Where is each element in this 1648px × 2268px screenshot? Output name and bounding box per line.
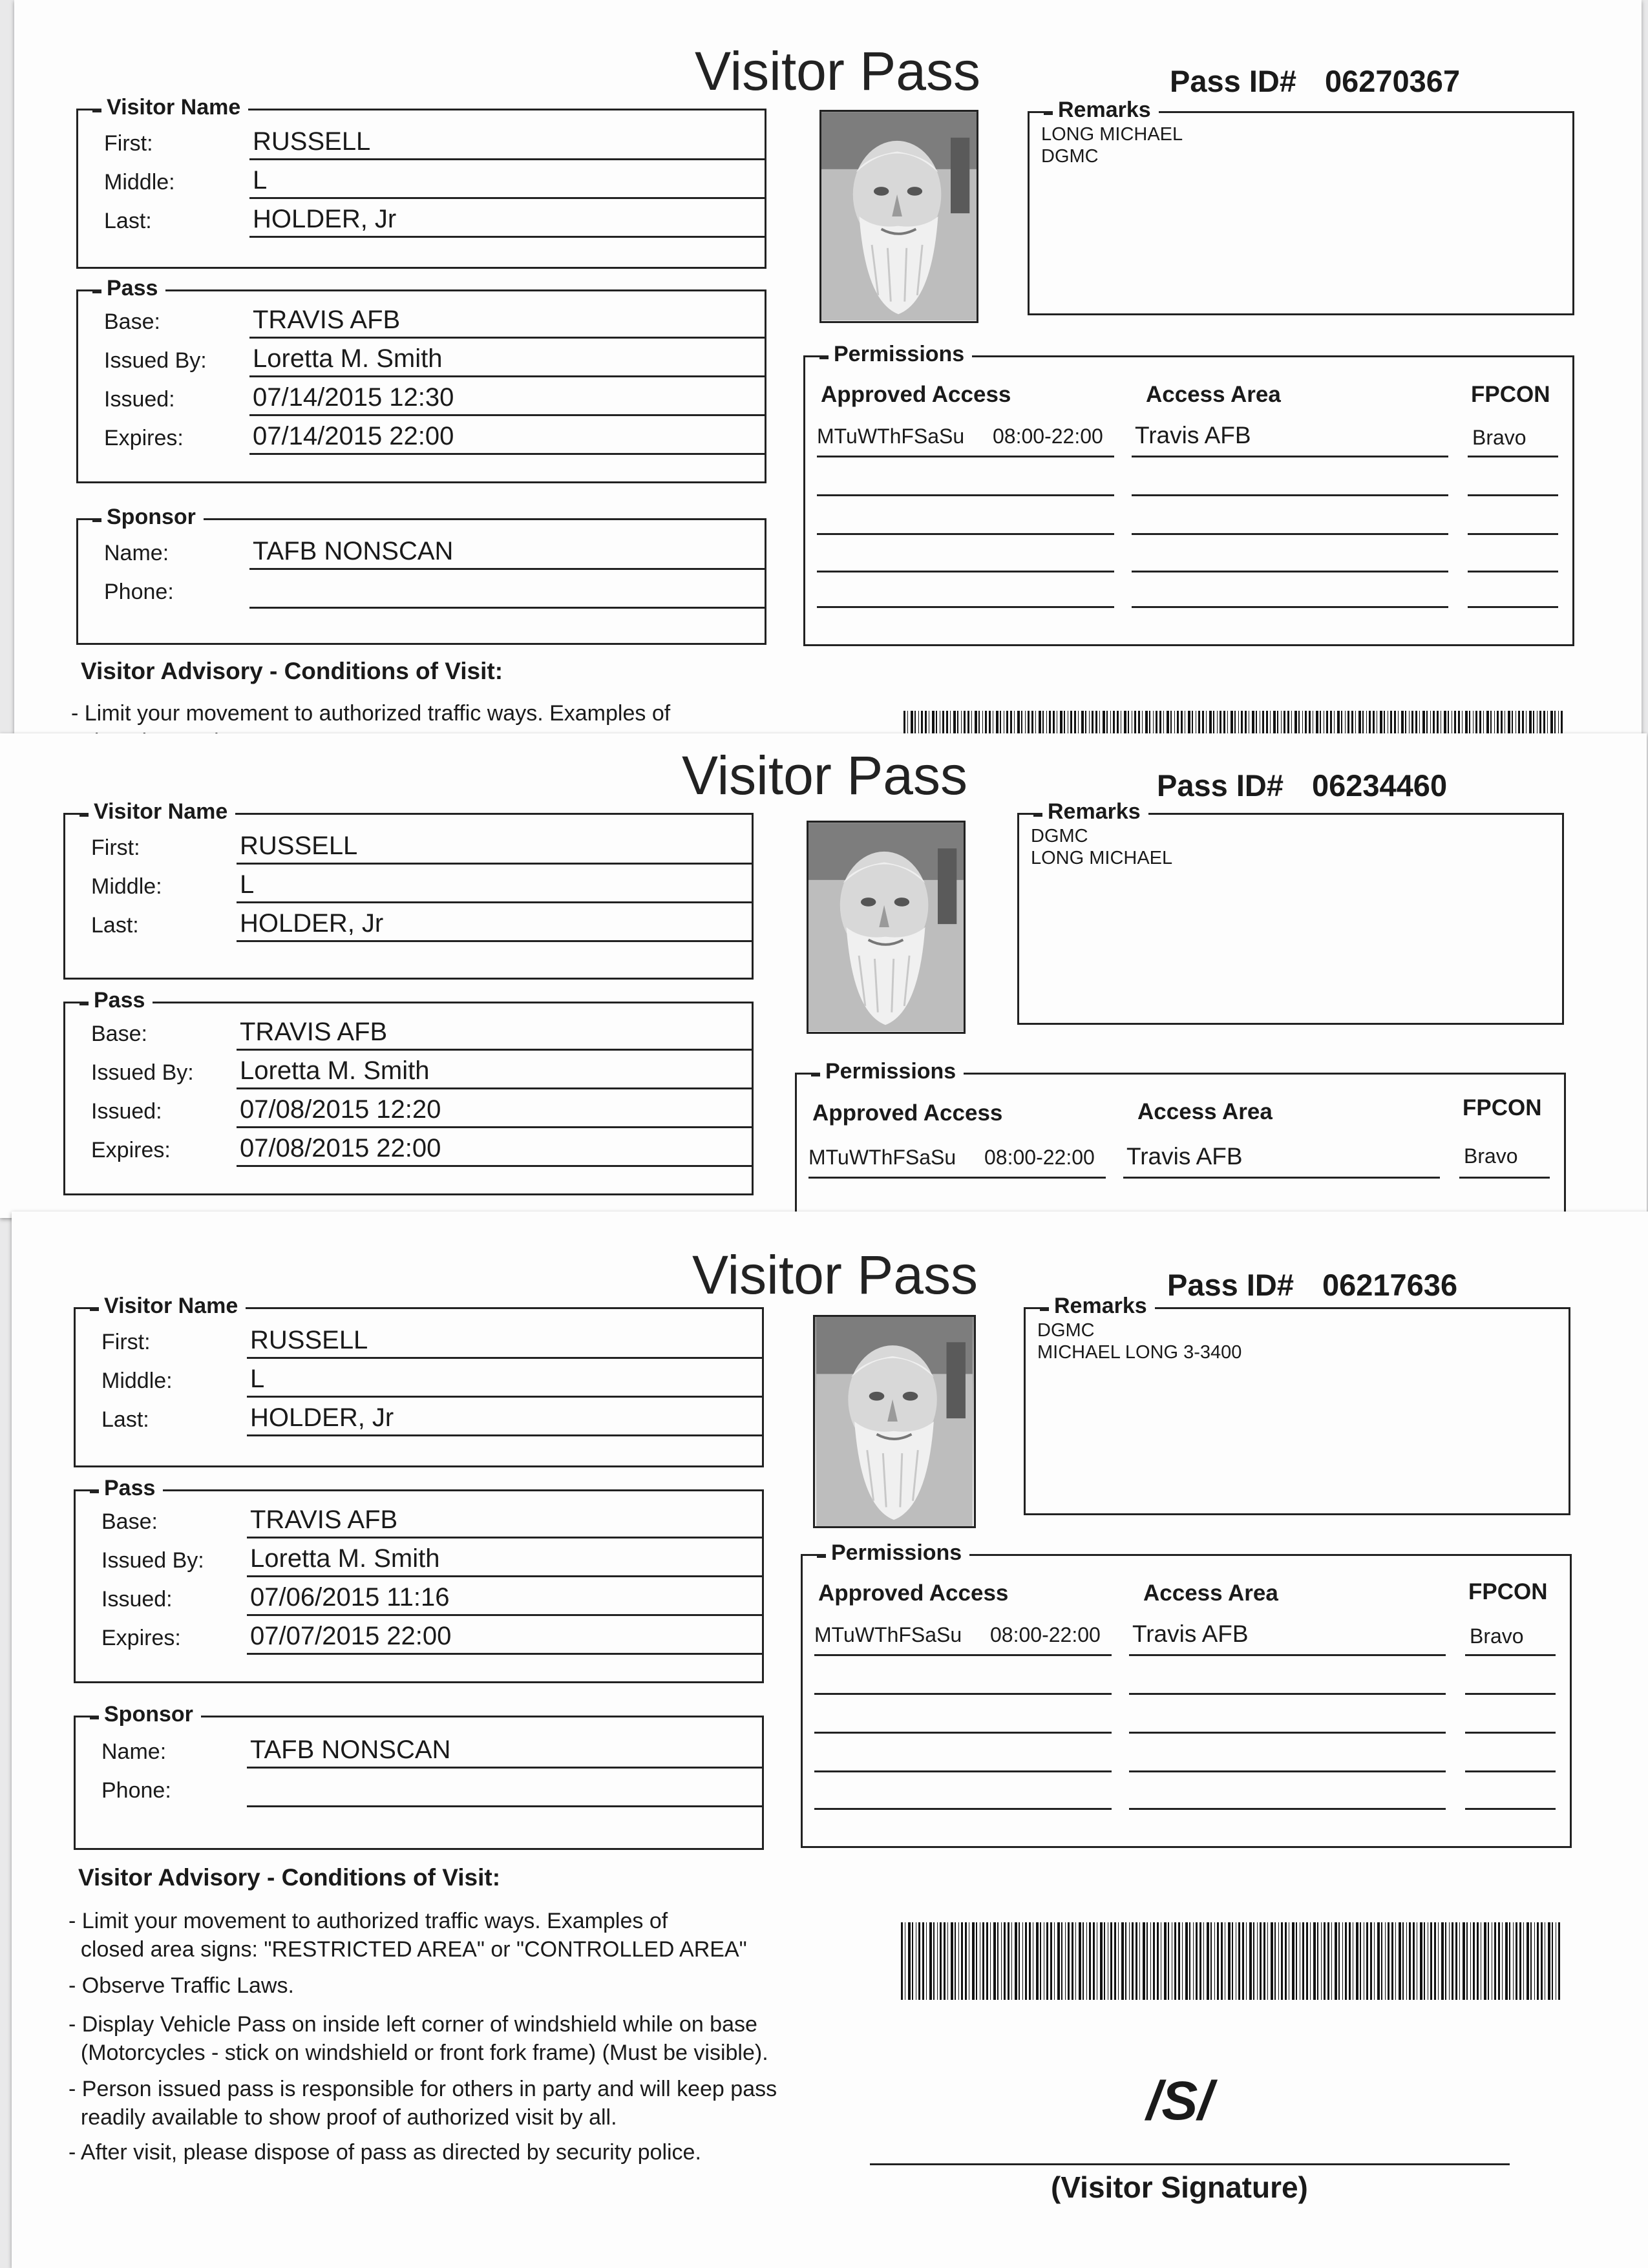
pass-id-number: 06270367 [1324, 64, 1461, 98]
advisory-item: - Person issued pass is responsible for others in party and will keep pass readily available to show proof of authorized visit by all. [69, 2077, 777, 2130]
advisory-item: - Limit your movement to authorized traffic ways. Examples of closed area signs: "RESTRICTED AREA" or "CONTROLLED AREA" [69, 1909, 747, 1962]
barcode [901, 1922, 1560, 2000]
first-name-value: RUSSELL [240, 832, 358, 860]
remarks-section [1017, 799, 1564, 1025]
portrait-image [808, 823, 964, 1032]
fpcon-header: FPCON [1468, 1579, 1548, 1604]
pass-id-label: Pass ID# [1170, 64, 1296, 98]
visitor-name-section [63, 799, 754, 980]
pass-id [1167, 1267, 1457, 1303]
last-name-label: Last: [104, 209, 152, 233]
expires-row [101, 1617, 788, 1654]
field-line [247, 1767, 764, 1769]
table-line [814, 1654, 1112, 1656]
base-row [101, 1500, 788, 1538]
field-line [237, 1126, 754, 1128]
last-name-row [101, 1398, 788, 1436]
field-line [249, 453, 766, 455]
access-area-header: Access Area [1143, 1580, 1278, 1606]
table-line [1468, 494, 1558, 496]
base-value: TRAVIS AFB [250, 1506, 398, 1534]
issued-row [101, 1578, 788, 1615]
table-line [817, 456, 1114, 457]
table-line [808, 1177, 1106, 1179]
expires-value: 07/14/2015 22:00 [253, 422, 454, 450]
visitor-photo [807, 821, 966, 1034]
permissions-section [803, 342, 1574, 646]
table-line [817, 571, 1114, 572]
base-value: TRAVIS AFB [253, 306, 401, 334]
sponsor-phone-row [101, 1769, 788, 1807]
field-line [247, 1575, 764, 1577]
base-row [104, 300, 790, 338]
pass-id [1157, 768, 1447, 803]
pass-legend: Pass [89, 988, 153, 1013]
permissions-section [795, 1059, 1566, 1218]
issued-value: 07/08/2015 12:20 [240, 1095, 441, 1124]
expires-label: Expires: [104, 426, 184, 450]
permission-fpcon: Bravo [1472, 426, 1527, 449]
last-name-value: HOLDER, Jr [253, 205, 397, 233]
base-row [91, 1013, 777, 1050]
field-line [249, 607, 766, 609]
field-line [237, 1165, 754, 1167]
table-line [817, 533, 1114, 535]
sponsor-legend: Sponsor [101, 505, 204, 530]
field-line [249, 158, 766, 160]
permission-area: Travis AFB [1132, 1621, 1249, 1647]
issued-by-label: Issued By: [101, 1548, 204, 1573]
first-name-label: First: [101, 1330, 151, 1354]
table-line [1465, 1693, 1556, 1695]
fpcon-header: FPCON [1471, 382, 1550, 407]
visitor-pass-sheet-2 [0, 733, 1647, 1218]
visitor-photo [819, 110, 978, 323]
last-name-value: HOLDER, Jr [240, 909, 384, 938]
last-name-label: Last: [91, 913, 139, 938]
middle-name-value: L [253, 166, 268, 194]
field-line [249, 375, 766, 377]
field-line [249, 337, 766, 339]
field-line [237, 1087, 754, 1089]
permission-fpcon: Bravo [1464, 1144, 1518, 1168]
field-line [247, 1396, 764, 1398]
table-line [1129, 1732, 1446, 1734]
table-line [1132, 606, 1448, 608]
table-line [1129, 1654, 1446, 1656]
last-name-row [104, 200, 790, 237]
middle-name-row [104, 161, 790, 198]
field-line [247, 1653, 764, 1655]
pass-id-number: 06234460 [1311, 768, 1448, 803]
issued-row [104, 378, 790, 415]
field-line [247, 1357, 764, 1359]
advisory-item: - Limit your movement to authorized traffic ways. Examples of [71, 701, 671, 726]
advisory-item: - Display Vehicle Pass on inside left corner of windshield while on base (Motorcycles - stick on windshield or front fork frame) (Must be visible). [69, 2012, 768, 2065]
table-line [1129, 1808, 1446, 1810]
issued-value: 07/06/2015 11:16 [250, 1583, 450, 1612]
visitor-name-legend: Visitor Name [99, 1294, 246, 1319]
sponsor-name-row [101, 1730, 788, 1768]
base-label: Base: [104, 310, 160, 334]
table-line [1465, 1654, 1556, 1656]
table-line [1468, 606, 1558, 608]
issued-by-label: Issued By: [91, 1060, 194, 1085]
expires-label: Expires: [91, 1138, 171, 1162]
fpcon-header: FPCON [1463, 1095, 1542, 1120]
approved-access-header: Approved Access [812, 1100, 1003, 1126]
access-area-header: Access Area [1146, 382, 1281, 407]
permission-hours: 08:00-22:00 [993, 425, 1103, 448]
page-title: Visitor Pass [682, 745, 967, 806]
first-name-row [101, 1321, 788, 1358]
base-label: Base: [91, 1022, 147, 1046]
visitor-pass-sheet-1 [14, 0, 1642, 750]
sponsor-section [74, 1702, 764, 1850]
remarks-text: LONG MICHAEL DGMC [1041, 124, 1183, 167]
sponsor-name-label: Name: [101, 1739, 167, 1764]
table-line [1132, 533, 1448, 535]
portrait-image [821, 112, 977, 321]
issued-value: 07/14/2015 12:30 [253, 383, 454, 412]
pass-section [74, 1476, 764, 1683]
page-title: Visitor Pass [692, 1244, 978, 1305]
middle-name-label: Middle: [104, 170, 175, 194]
field-line [249, 236, 766, 238]
field-line [247, 1434, 764, 1436]
sponsor-phone-label: Phone: [104, 580, 174, 604]
permission-hours: 08:00-22:00 [984, 1146, 1095, 1169]
middle-name-label: Middle: [101, 1369, 173, 1393]
pass-legend: Pass [99, 1476, 163, 1501]
last-name-label: Last: [101, 1407, 149, 1432]
sponsor-legend: Sponsor [99, 1702, 201, 1727]
expires-row [104, 417, 790, 454]
table-line [1465, 1732, 1556, 1734]
issued-by-value: Loretta M. Smith [250, 1544, 440, 1573]
signature-label: (Visitor Signature) [1051, 2170, 1308, 2204]
middle-name-value: L [240, 870, 255, 899]
sponsor-phone-row [104, 571, 790, 608]
table-line [814, 1808, 1112, 1810]
approved-access-header: Approved Access [821, 382, 1011, 407]
field-line [237, 1049, 754, 1051]
visitor-pass-sheet-3 [12, 1212, 1648, 2268]
last-name-value: HOLDER, Jr [250, 1403, 394, 1432]
permission-days: MTuWThFSaSu [814, 1623, 962, 1646]
table-line [1468, 533, 1558, 535]
remarks-text: DGMC MICHAEL LONG 3-3400 [1037, 1320, 1242, 1363]
issued-by-row [104, 339, 790, 377]
remarks-text: DGMC LONG MICHAEL [1031, 826, 1173, 868]
advisory-title: Visitor Advisory - Conditions of Visit: [78, 1864, 501, 1891]
middle-name-row [101, 1360, 788, 1397]
field-line [247, 1537, 764, 1538]
visitor-photo [813, 1315, 976, 1528]
pass-section [63, 988, 754, 1195]
table-line [1465, 1808, 1556, 1810]
base-value: TRAVIS AFB [240, 1018, 388, 1046]
permission-fpcon: Bravo [1470, 1624, 1524, 1648]
first-name-label: First: [91, 835, 140, 860]
access-area-header: Access Area [1137, 1099, 1273, 1124]
remarks-legend: Remarks [1042, 799, 1148, 824]
sponsor-section [76, 505, 766, 645]
table-line [817, 606, 1114, 608]
issued-label: Issued: [101, 1587, 173, 1612]
field-line [237, 901, 754, 903]
first-name-row [104, 122, 790, 160]
sponsor-name-value: TAFB NONSCAN [250, 1736, 451, 1764]
sponsor-name-row [104, 532, 790, 569]
permissions-legend: Permissions [820, 1059, 964, 1084]
visitor-name-section [76, 95, 766, 269]
sponsor-name-value: TAFB NONSCAN [253, 537, 454, 565]
table-line [814, 1693, 1112, 1695]
remarks-section [1028, 98, 1574, 315]
issued-label: Issued: [104, 387, 175, 412]
issued-by-value: Loretta M. Smith [253, 344, 443, 373]
first-name-value: RUSSELL [253, 127, 371, 156]
issued-by-label: Issued By: [104, 348, 207, 373]
pass-id-label: Pass ID# [1167, 1268, 1294, 1302]
permission-days: MTuWThFSaSu [817, 425, 965, 448]
pass-id [1170, 63, 1460, 99]
field-line [249, 568, 766, 570]
permission-days: MTuWThFSaSu [808, 1146, 956, 1169]
first-name-row [91, 826, 777, 864]
approved-access-header: Approved Access [818, 1580, 1009, 1606]
permissions-legend: Permissions [826, 1540, 969, 1566]
field-line [247, 1805, 764, 1807]
permission-area: Travis AFB [1126, 1143, 1243, 1170]
signature-line [870, 2163, 1510, 2165]
visitor-name-legend: Visitor Name [89, 799, 235, 824]
pass-id-label: Pass ID# [1157, 768, 1284, 803]
table-line [1129, 1693, 1446, 1695]
pass-legend: Pass [101, 276, 165, 301]
pass-id-number: 06217636 [1322, 1268, 1458, 1302]
first-name-value: RUSSELL [250, 1326, 368, 1354]
middle-name-label: Middle: [91, 874, 162, 899]
visitor-name-legend: Visitor Name [101, 95, 248, 120]
expires-label: Expires: [101, 1626, 181, 1650]
table-line [817, 494, 1114, 496]
field-line [249, 197, 766, 199]
permissions-legend: Permissions [829, 342, 972, 367]
signature-mark: /S/ [1146, 2070, 1213, 2131]
page-title: Visitor Pass [695, 41, 980, 101]
middle-name-row [91, 865, 777, 903]
sponsor-name-label: Name: [104, 541, 169, 565]
advisory-item: - Observe Traffic Laws. [69, 1973, 294, 1998]
table-line [1132, 494, 1448, 496]
table-line [814, 1770, 1112, 1772]
table-line [1465, 1770, 1556, 1772]
middle-name-value: L [250, 1365, 265, 1393]
field-line [237, 940, 754, 942]
table-line [1459, 1177, 1550, 1179]
issued-label: Issued: [91, 1099, 162, 1124]
field-line [249, 414, 766, 416]
base-label: Base: [101, 1509, 158, 1534]
advisory-title: Visitor Advisory - Conditions of Visit: [81, 658, 503, 684]
field-line [247, 1614, 764, 1616]
visitor-name-section [74, 1294, 764, 1467]
expires-value: 07/07/2015 22:00 [250, 1622, 452, 1650]
expires-row [91, 1129, 777, 1166]
issued-by-row [91, 1051, 777, 1089]
permission-area: Travis AFB [1135, 422, 1251, 448]
remarks-legend: Remarks [1053, 98, 1159, 123]
advisory-item: - After visit, please dispose of pass as directed by security police. [69, 2140, 701, 2165]
remarks-legend: Remarks [1049, 1294, 1155, 1319]
table-line [814, 1732, 1112, 1734]
table-line [1468, 571, 1558, 572]
table-line [1129, 1770, 1446, 1772]
table-line [1132, 571, 1448, 572]
field-line [237, 863, 754, 865]
first-name-label: First: [104, 131, 153, 156]
last-name-row [91, 904, 777, 941]
table-line [1123, 1177, 1440, 1179]
issued-by-row [101, 1539, 788, 1577]
table-line [1132, 456, 1448, 457]
portrait-image [815, 1317, 974, 1526]
sponsor-phone-label: Phone: [101, 1778, 171, 1803]
issued-row [91, 1090, 777, 1128]
table-line [1468, 456, 1558, 457]
expires-value: 07/08/2015 22:00 [240, 1134, 441, 1162]
pass-section [76, 276, 766, 483]
permission-hours: 08:00-22:00 [990, 1623, 1101, 1646]
issued-by-value: Loretta M. Smith [240, 1056, 430, 1085]
remarks-section [1024, 1294, 1570, 1515]
permissions-section [801, 1540, 1572, 1848]
